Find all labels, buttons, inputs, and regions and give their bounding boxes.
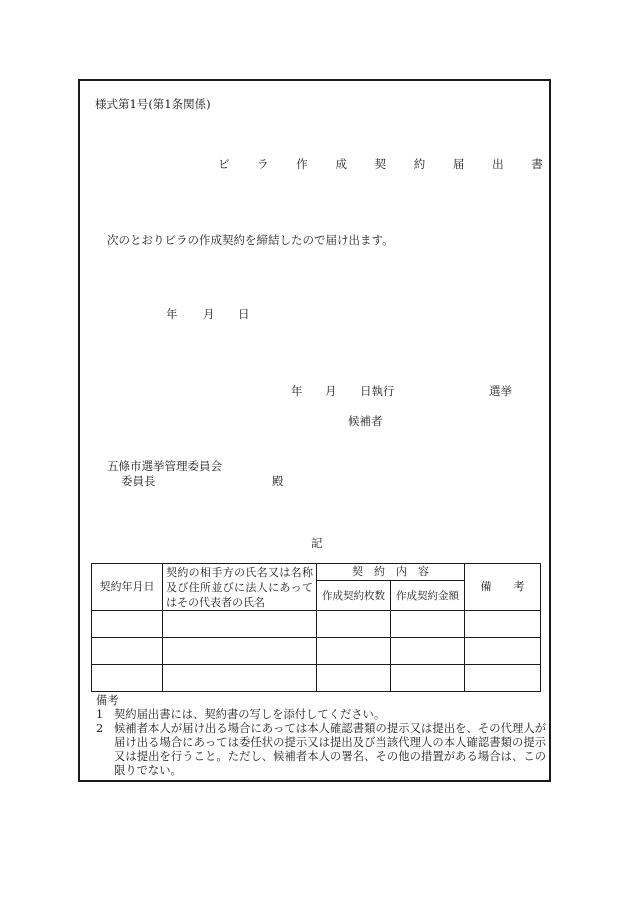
table-row (92, 611, 541, 638)
header-contract-count: 作成契約枚数 (317, 581, 391, 611)
cell-date (92, 638, 163, 665)
election-label: 選挙 (489, 384, 512, 398)
header-contract-date: 契約年月日 (92, 564, 163, 611)
cell-remarks (465, 665, 541, 692)
election-month-label: 月 (325, 384, 337, 398)
election-year-label: 年 (291, 384, 303, 398)
table-row (92, 665, 541, 692)
cell-count (317, 611, 391, 638)
table-row (92, 638, 541, 665)
cell-count (317, 665, 391, 692)
committee-name: 五條市選挙管理委員会 (107, 459, 222, 473)
form-label: 様式第1号(第1条関係) (95, 97, 211, 111)
cell-party (163, 638, 317, 665)
cell-amount (391, 638, 465, 665)
note-number: 1 (96, 708, 104, 721)
header-contract-party: 契約の相手方の氏名又は名称及び住所並びに法人にあってはその代表者の氏名 (163, 564, 317, 611)
note-number: 2 (96, 722, 104, 735)
date-year-label: 年 (166, 307, 178, 321)
cell-party (163, 611, 317, 638)
notes-heading: 備考 (96, 694, 119, 707)
cell-amount (391, 665, 465, 692)
ki-mark: 記 (311, 536, 323, 550)
honorific: 殿 (272, 474, 284, 488)
candidate-label: 候補者 (348, 414, 383, 428)
date-day-label: 日 (238, 307, 250, 321)
election-executed-label: 日執行 (360, 384, 395, 398)
note-item (86, 722, 546, 778)
note-text: 候補者本人が届け出る場合にあっては本人確認書類の提示又は提出を、その代理人が届け出る場合にあっては委任状の提示又は提出及び当該代理人の本人確認書類の提示又は提出を行うこと。ただし、候補者本人の署名、その他の措置がある場合は、この限りでない。 (114, 722, 546, 777)
header-contract-contents: 契 約 内 容 (317, 564, 465, 581)
header-remarks: 備 考 (465, 564, 541, 611)
cell-date (92, 611, 163, 638)
cell-remarks (465, 611, 541, 638)
header-contract-amount: 作成契約金額 (391, 581, 465, 611)
cell-remarks (465, 638, 541, 665)
contract-table (91, 563, 541, 692)
date-month-label: 月 (203, 307, 215, 321)
cell-date (92, 665, 163, 692)
form-title: ビ ラ 作 成 契 約 届 出 書 (218, 157, 555, 171)
note-item (86, 708, 546, 722)
cell-count (317, 638, 391, 665)
cell-party (163, 665, 317, 692)
note-text: 契約届出書には、契約書の写しを添付してください。 (114, 708, 386, 721)
notes-section (86, 694, 546, 778)
cell-amount (391, 611, 465, 638)
intro-text: 次のとおりビラの作成契約を締結したので届け出ます。 (107, 233, 394, 247)
committee-chair: 委員長 (121, 474, 156, 488)
